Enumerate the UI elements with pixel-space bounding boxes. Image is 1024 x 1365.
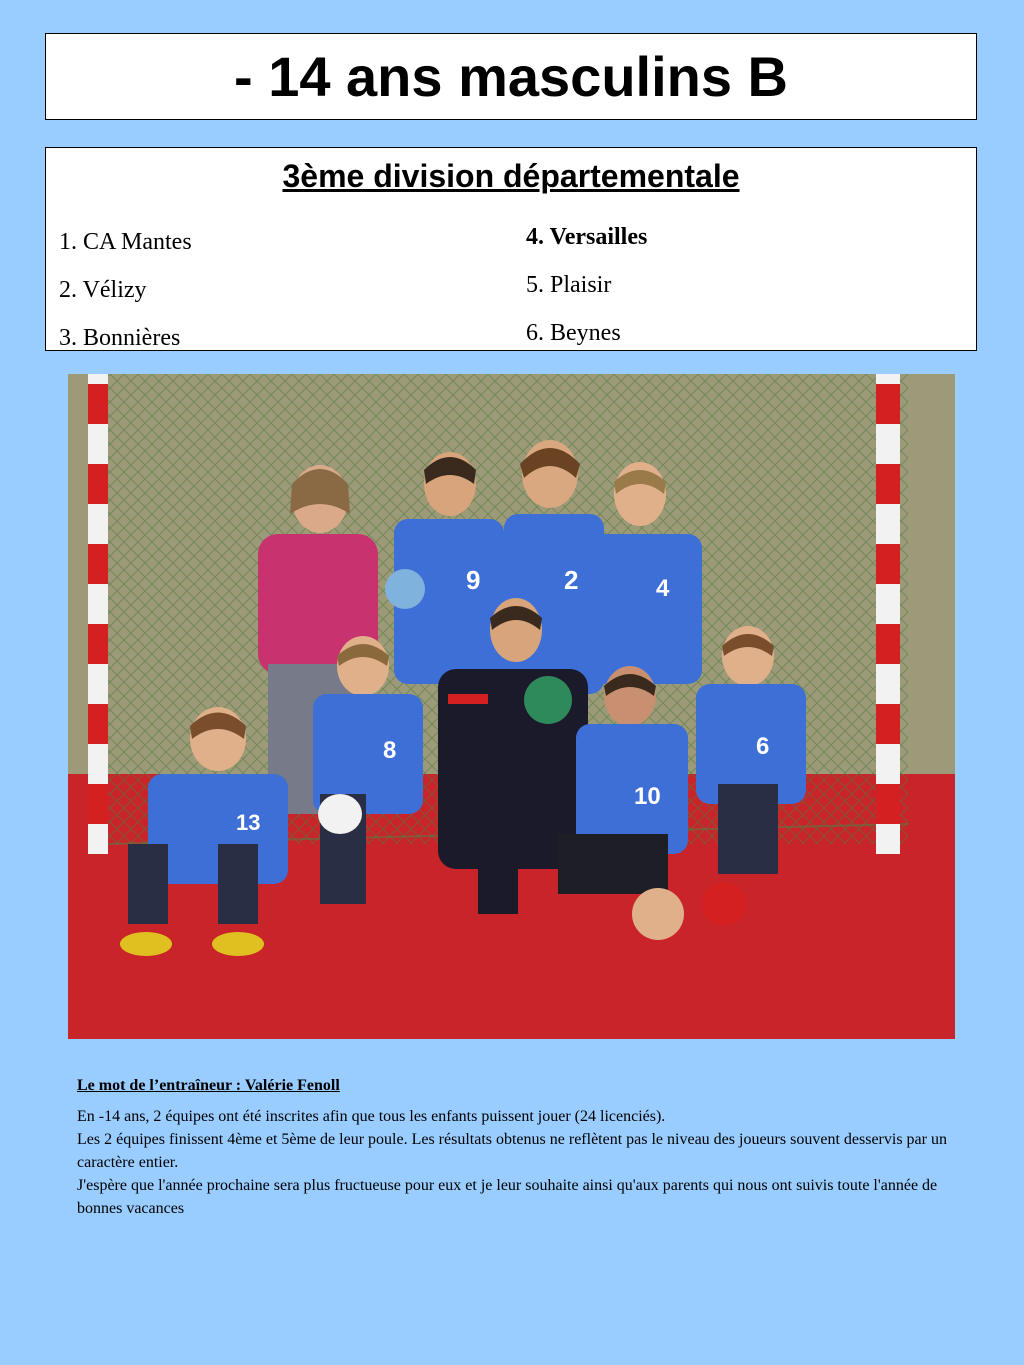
ranking-item: 5. Plaisir: [526, 272, 612, 298]
coach-paragraph: Les 2 équipes finissent 4ème et 5ème de leur poule. Les résultats obtenus ne reflètent pas le niveau des joueurs souvent desservis par un caractère entier.: [77, 1131, 947, 1171]
jersey-number: 9: [466, 565, 481, 595]
team-photo-illustration: [68, 374, 955, 1039]
team-photo: [68, 374, 955, 1039]
division-box: [45, 147, 977, 351]
ranking-item: 2. Vélizy: [59, 277, 147, 303]
ball: [385, 569, 425, 609]
goal-post-right: [876, 374, 900, 854]
division-title: 3ème division départementale: [282, 158, 740, 194]
ball: [524, 676, 572, 724]
coach-heading: Le mot de l’entraîneur : Valérie Fenoll: [77, 1077, 340, 1094]
jersey-number: 10: [634, 783, 661, 810]
jersey-number: 6: [756, 733, 770, 760]
jersey-number: 2: [564, 565, 579, 595]
ball: [702, 882, 746, 926]
ranking-item: 6. Beynes: [526, 320, 621, 346]
ranking-item-highlight: 4. Versailles: [526, 224, 648, 250]
title-box: [45, 33, 977, 120]
rankings-left: [59, 218, 192, 362]
jersey-number: 4: [656, 575, 670, 602]
goal-post-left: [88, 374, 108, 854]
jersey-number: 8: [383, 737, 397, 764]
ranking-item: 3. Bonnières: [59, 325, 181, 351]
ranking-item: 1. CA Mantes: [59, 229, 192, 255]
rankings-right: [526, 213, 647, 357]
coach-paragraph: En -14 ans, 2 équipes ont été inscrites afin que tous les enfants puissent jouer (24 licenciés).: [77, 1108, 666, 1125]
jersey-number: 13: [236, 810, 261, 835]
coach-paragraph: J'espère que l'année prochaine sera plus fructueuse pour eux et je leur souhaite ainsi qu'aux parents qui nous ont suivis toute l'année de bonnes vacances: [77, 1177, 938, 1217]
page-title: - 14 ans masculins B: [233, 45, 788, 108]
coach-section: [77, 1077, 947, 1220]
